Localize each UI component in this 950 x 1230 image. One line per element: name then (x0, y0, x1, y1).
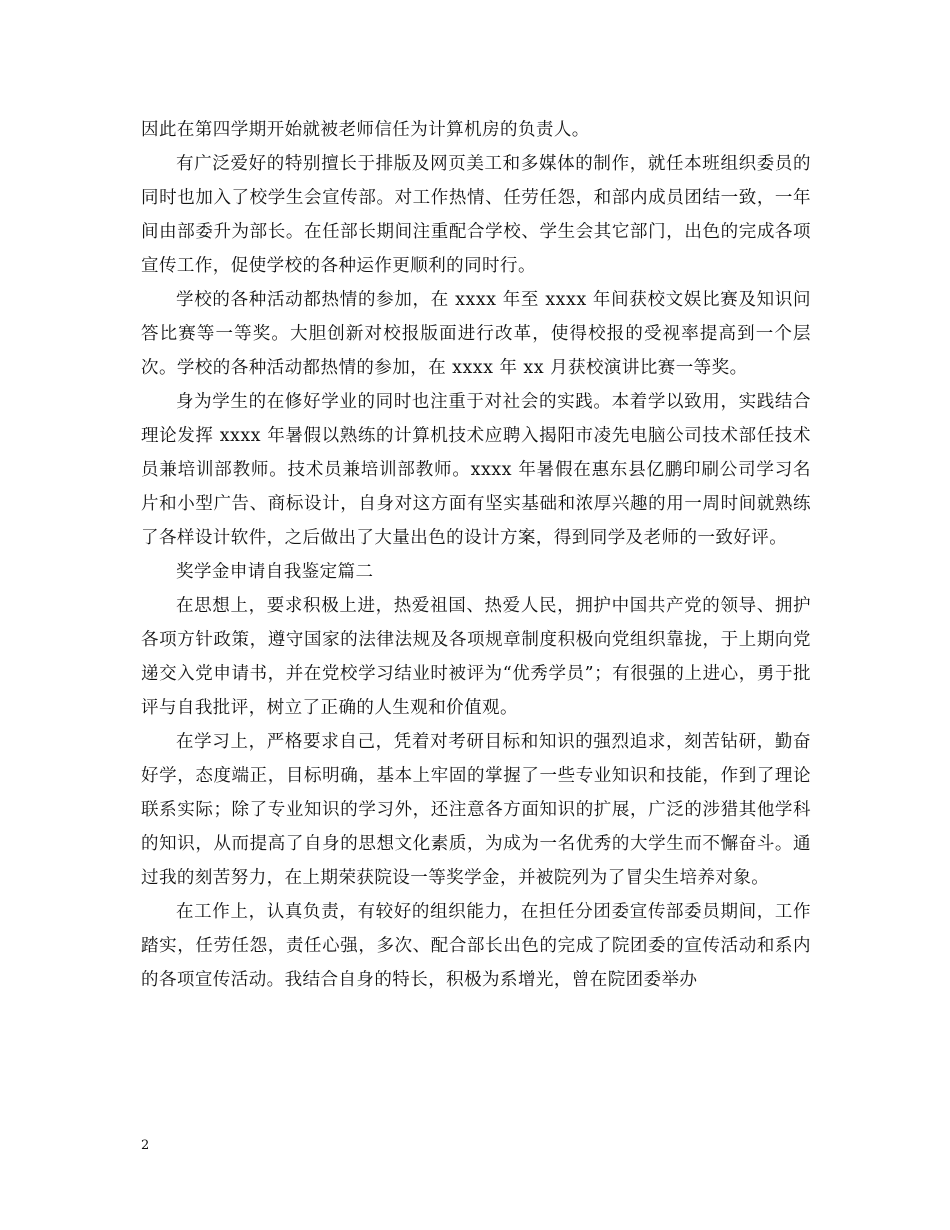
paragraph-publicity-work: 有广泛爱好的特别擅长于排版及网页美工和多媒体的制作，就任本班组织委员的同时也加入了校学生会宣传部。对工作热情、任劳任怨，和部内成员团结一致，一年间由部委升为部长。在任部长期间注重配合学校、学生会其它部门，出色的完成各项宣传工作，促使学校的各种运作更顺利的同时行。 (141, 154, 811, 276)
document-body (141, 113, 811, 997)
paragraph-work: 在工作上，认真负责，有较好的组织能力，在担任分团委宣传部委员期间，工作踏实，任劳任怨，责任心强，多次、配合部长出色的完成了院团委的宣传活动和系内的各项宣传活动。我结合自身的特长，积极为系增光，曾在院团委举办 (141, 902, 811, 990)
section-heading: 奖学金申请自我鉴定篇二 (176, 562, 374, 582)
page-number: 2 (141, 1138, 150, 1153)
paragraph-ideology: 在思想上，要求积极上进，热爱祖国、热爱人民，拥护中国共产党的领导、拥护各项方针政策，遵守国家的法律法规及各项规章制度积极向党组织靠拢，于上期向党递交入党申请书，并在党校学习结业时被评为“优秀学员”；有很强的上进心，勇于批评与自我批评，树立了正确的人生观和价值观。 (141, 596, 811, 718)
paragraph-school-activities: 学校的各种活动都热情的参加，在 xxxx 年至 xxxx 年间获校文娱比赛及知识问答比赛等一等奖。大胆创新对校报版面进行改革，使得校报的受视率提高到一个层次。学校的各种活动都热情的参加，在 xxxx 年 xx 月获校演讲比赛一等奖。 (141, 290, 811, 378)
paragraph-study: 在学习上，严格要求自己，凭着对考研目标和知识的强烈追求，刻苦钻研，勤奋好学，态度端正，目标明确，基本上牢固的掌握了一些专业知识和技能，作到了理论联系实际；除了专业知识的学习外，还注意各方面知识的扩展，广泛的涉猎其他学科的知识，从而提高了自身的思想文化素质，为成为一名优秀的大学生而不懈奋斗。通过我的刻苦努力，在上期荣获院设一等奖学金，并被院列为了冒尖生培养对象。 (141, 732, 811, 888)
paragraph-social-practice: 身为学生的在修好学业的同时也注重于对社会的实践。本着学以致用，实践结合理论发挥 xxxx 年暑假以熟练的计算机技术应聘入揭阳市凌先电脑公司技术部任技术员兼培训部教师。技术员兼培训部教师。xxxx 年暑假在惠东县亿鹏印刷公司学习名片和小型广告、商标设计，自身对这方面有坚实基础和浓厚兴趣的用一周时间就熟练了各样设计软件，之后做出了大量出色的设计方案，得到同学及老师的一致好评。 (141, 392, 811, 548)
paragraph-continuation: 因此在第四学期开始就被老师信任为计算机房的负责人。 (141, 120, 590, 140)
